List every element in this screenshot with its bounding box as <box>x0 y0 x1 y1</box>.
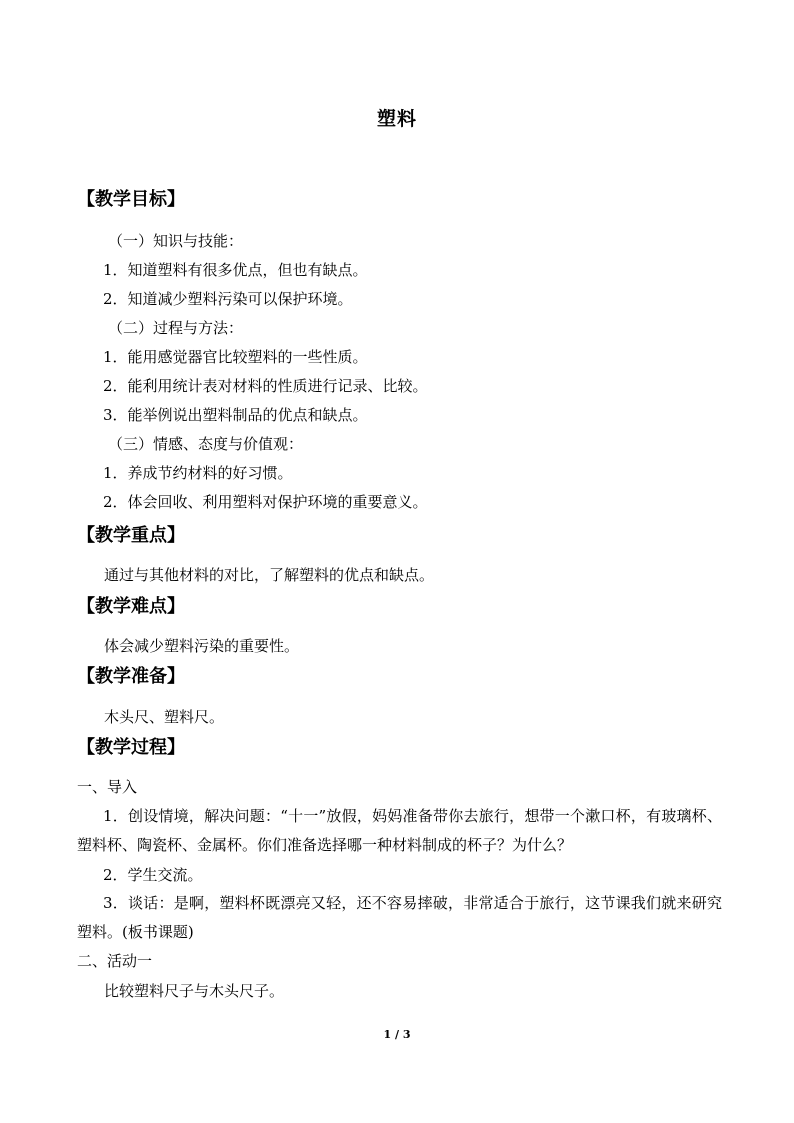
key-points-text: 通过与其他材料的对比，了解塑料的优点和缺点。 <box>104 566 435 584</box>
process-heading: 【教学过程】 <box>77 737 185 758</box>
key-points-heading: 【教学重点】 <box>77 525 185 546</box>
part2-title: 二、活动一 <box>77 952 153 970</box>
knowledge-item-2: 2．知道减少塑料污染可以保护环境。 <box>103 290 353 308</box>
preparation-text: 木头尺、塑料尺。 <box>104 708 225 726</box>
emotion-item-1: 1．养成节约材料的好习惯。 <box>103 464 293 482</box>
knowledge-item-1: 1．知道塑料有很多优点，但也有缺点。 <box>103 261 368 279</box>
objectives-heading: 【教学目标】 <box>77 189 185 210</box>
part1-item-2: 2．学生交流。 <box>103 866 203 884</box>
part1-item-1: 1．创设情境，解决问题：“十一”放假，妈妈准备带你去旅行，想带一个漱口杯，有玻璃杯、塑料杯、陶瓷杯、金属杯。你们准备选择哪一种材料制成的杯子？为什么？ <box>77 807 722 854</box>
document-title: 塑料 <box>376 108 417 130</box>
preparation-heading: 【教学准备】 <box>77 666 185 687</box>
part2-text: 比较塑料尺子与木头尺子。 <box>104 982 285 1000</box>
difficulties-heading: 【教学难点】 <box>77 596 185 617</box>
part1-title: 一、导入 <box>77 778 138 796</box>
process-subtitle: （二）过程与方法： <box>108 319 244 337</box>
knowledge-subtitle: （一）知识与技能： <box>108 232 244 250</box>
emotion-subtitle: （三）情感、态度与价值观： <box>108 435 304 453</box>
emotion-item-2: 2．体会回收、利用塑料对保护环境的重要意义。 <box>103 493 428 511</box>
process-item-2: 2．能利用统计表对材料的性质进行记录、比较。 <box>103 377 428 395</box>
process-item-1: 1．能用感觉器官比较塑料的一些性质。 <box>103 348 368 366</box>
page-number: 1 / 3 <box>383 1028 411 1041</box>
difficulties-text: 体会减少塑料污染的重要性。 <box>104 637 300 655</box>
process-item-3: 3．能举例说出塑料制品的优点和缺点。 <box>103 406 368 424</box>
part1-item-3: 3．谈话：是啊，塑料杯既漂亮又轻，还不容易摔破，非常适合于旅行，这节课我们就来研究塑料。(板书课题) <box>77 894 722 941</box>
